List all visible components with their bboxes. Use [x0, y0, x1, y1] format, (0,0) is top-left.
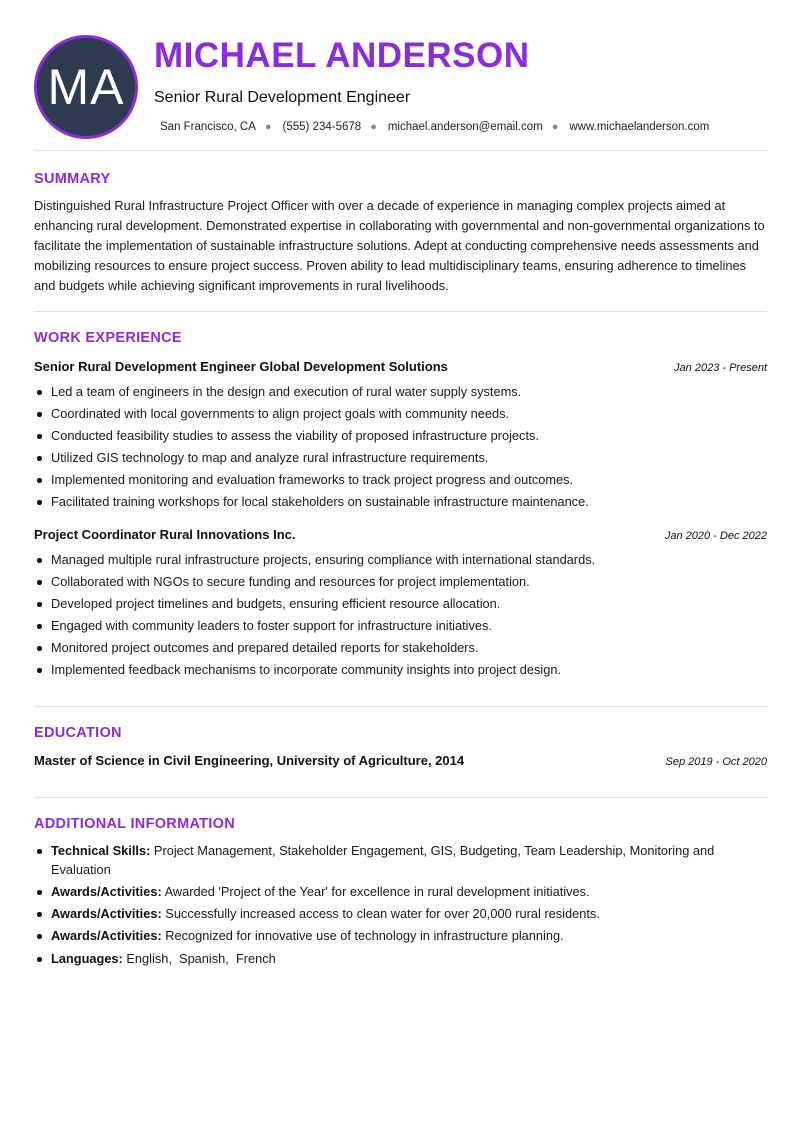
- degree: Master of Science in Civil Engineering, University of Agriculture, 2014: [34, 753, 465, 768]
- job-dates: Jan 2020 - Dec 2022: [664, 530, 767, 542]
- list-item: Facilitated training workshops for local stakeholders on sustainable infrastructure maintenance.: [34, 491, 767, 513]
- item-text: Project Management, Stakeholder Engagement, GIS, Budgeting, Team Leadership, Monitoring and Evaluation: [51, 843, 715, 877]
- list-item: [34, 926, 767, 945]
- contact-email[interactable]: michael.anderson@email.com: [387, 121, 543, 133]
- job-title: Senior Rural Development Engineer Global Development Solutions: [34, 359, 448, 374]
- divider: [34, 797, 767, 798]
- list-item: Implemented monitoring and evaluation frameworks to track project progress and outcomes.: [34, 469, 767, 491]
- education-heading: EDUCATION: [34, 725, 122, 741]
- list-item: [34, 882, 767, 901]
- additional-info-list: [34, 841, 767, 971]
- list-item: Conducted feasibility studies to assess the viability of proposed infrastructure projects.: [34, 425, 767, 447]
- contact-line: [160, 121, 709, 133]
- divider: [34, 706, 767, 707]
- candidate-name: MICHAEL ANDERSON: [154, 36, 530, 75]
- item-text: Awarded 'Project of the Year' for excellence in rural development initiatives.: [164, 884, 590, 899]
- job-title: Project Coordinator Rural Innovations Inc.: [34, 527, 296, 542]
- job-header: [34, 359, 767, 374]
- list-item: Led a team of engineers in the design and execution of rural water supply systems.: [34, 381, 767, 403]
- resume-header: [0, 0, 800, 150]
- item-label: Awards/Activities:: [51, 928, 162, 943]
- list-item: Coordinated with local governments to align project goals with community needs.: [34, 403, 767, 425]
- avatar-initials: MA: [47, 59, 125, 115]
- bullet-separator-icon: ●: [551, 121, 559, 133]
- list-item: Utilized GIS technology to map and analyze rural infrastructure requirements.: [34, 447, 767, 469]
- list-item: Developed project timelines and budgets, ensuring efficient resource allocation.: [34, 593, 767, 615]
- item-text: Successfully increased access to clean water for over 20,000 rural residents.: [165, 906, 600, 921]
- contact-phone: (555) 234-5678: [282, 121, 362, 133]
- list-item: [34, 949, 767, 968]
- job-bullets: [34, 549, 767, 681]
- summary-text: Distinguished Rural Infrastructure Project Officer with over a decade of experience in managing complex projects aimed at enhancing rural development. Demonstrated expertise in collaborating with governmental and non-governmental organizations to facilitate the implementation of sustainable infrastructure solutions. Adept at conducting comprehensive needs assessments and mobilizing resources to ensure project success. Proven ability to lead multidisciplinary teams, ensuring adherence to timelines and budgets while achieving significant improvements in rural livelihoods.: [34, 198, 765, 293]
- job-header: [34, 527, 767, 542]
- list-item: Monitored project outcomes and prepared detailed reports for stakeholders.: [34, 637, 767, 659]
- divider: [34, 311, 767, 312]
- summary-heading: SUMMARY: [34, 171, 111, 187]
- list-item: Implemented feedback mechanisms to incorporate community insights into project design.: [34, 659, 767, 681]
- avatar: [34, 35, 138, 139]
- bullet-separator-icon: ●: [264, 121, 272, 133]
- contact-location: San Francisco, CA: [160, 121, 256, 133]
- job-dates: Jan 2023 - Present: [674, 362, 767, 374]
- list-item: Collaborated with NGOs to secure funding and resources for project implementation.: [34, 571, 767, 593]
- item-label: Technical Skills:: [51, 843, 151, 858]
- work-experience-heading: WORK EXPERIENCE: [34, 330, 182, 346]
- list-item: Managed multiple rural infrastructure projects, ensuring compliance with international standards.: [34, 549, 767, 571]
- job-bullets: [34, 381, 767, 513]
- additional-information-heading: ADDITIONAL INFORMATION: [34, 816, 235, 832]
- item-label: Awards/Activities:: [51, 906, 162, 921]
- education-entry: [34, 753, 767, 768]
- list-item: [34, 841, 767, 879]
- list-item: Engaged with community leaders to foster support for infrastructure initiatives.: [34, 615, 767, 637]
- item-label: Languages:: [51, 951, 123, 966]
- item-label: Awards/Activities:: [51, 884, 162, 899]
- list-item: [34, 904, 767, 923]
- item-text: Recognized for innovative use of technology in infrastructure planning.: [165, 928, 564, 943]
- candidate-role: Senior Rural Development Engineer: [154, 89, 411, 106]
- bullet-separator-icon: ●: [370, 121, 377, 133]
- divider: [34, 150, 767, 151]
- item-text: English, Spanish, French: [126, 951, 276, 966]
- contact-website[interactable]: www.michaelanderson.com: [569, 121, 710, 133]
- education-dates: Sep 2019 - Oct 2020: [665, 756, 767, 768]
